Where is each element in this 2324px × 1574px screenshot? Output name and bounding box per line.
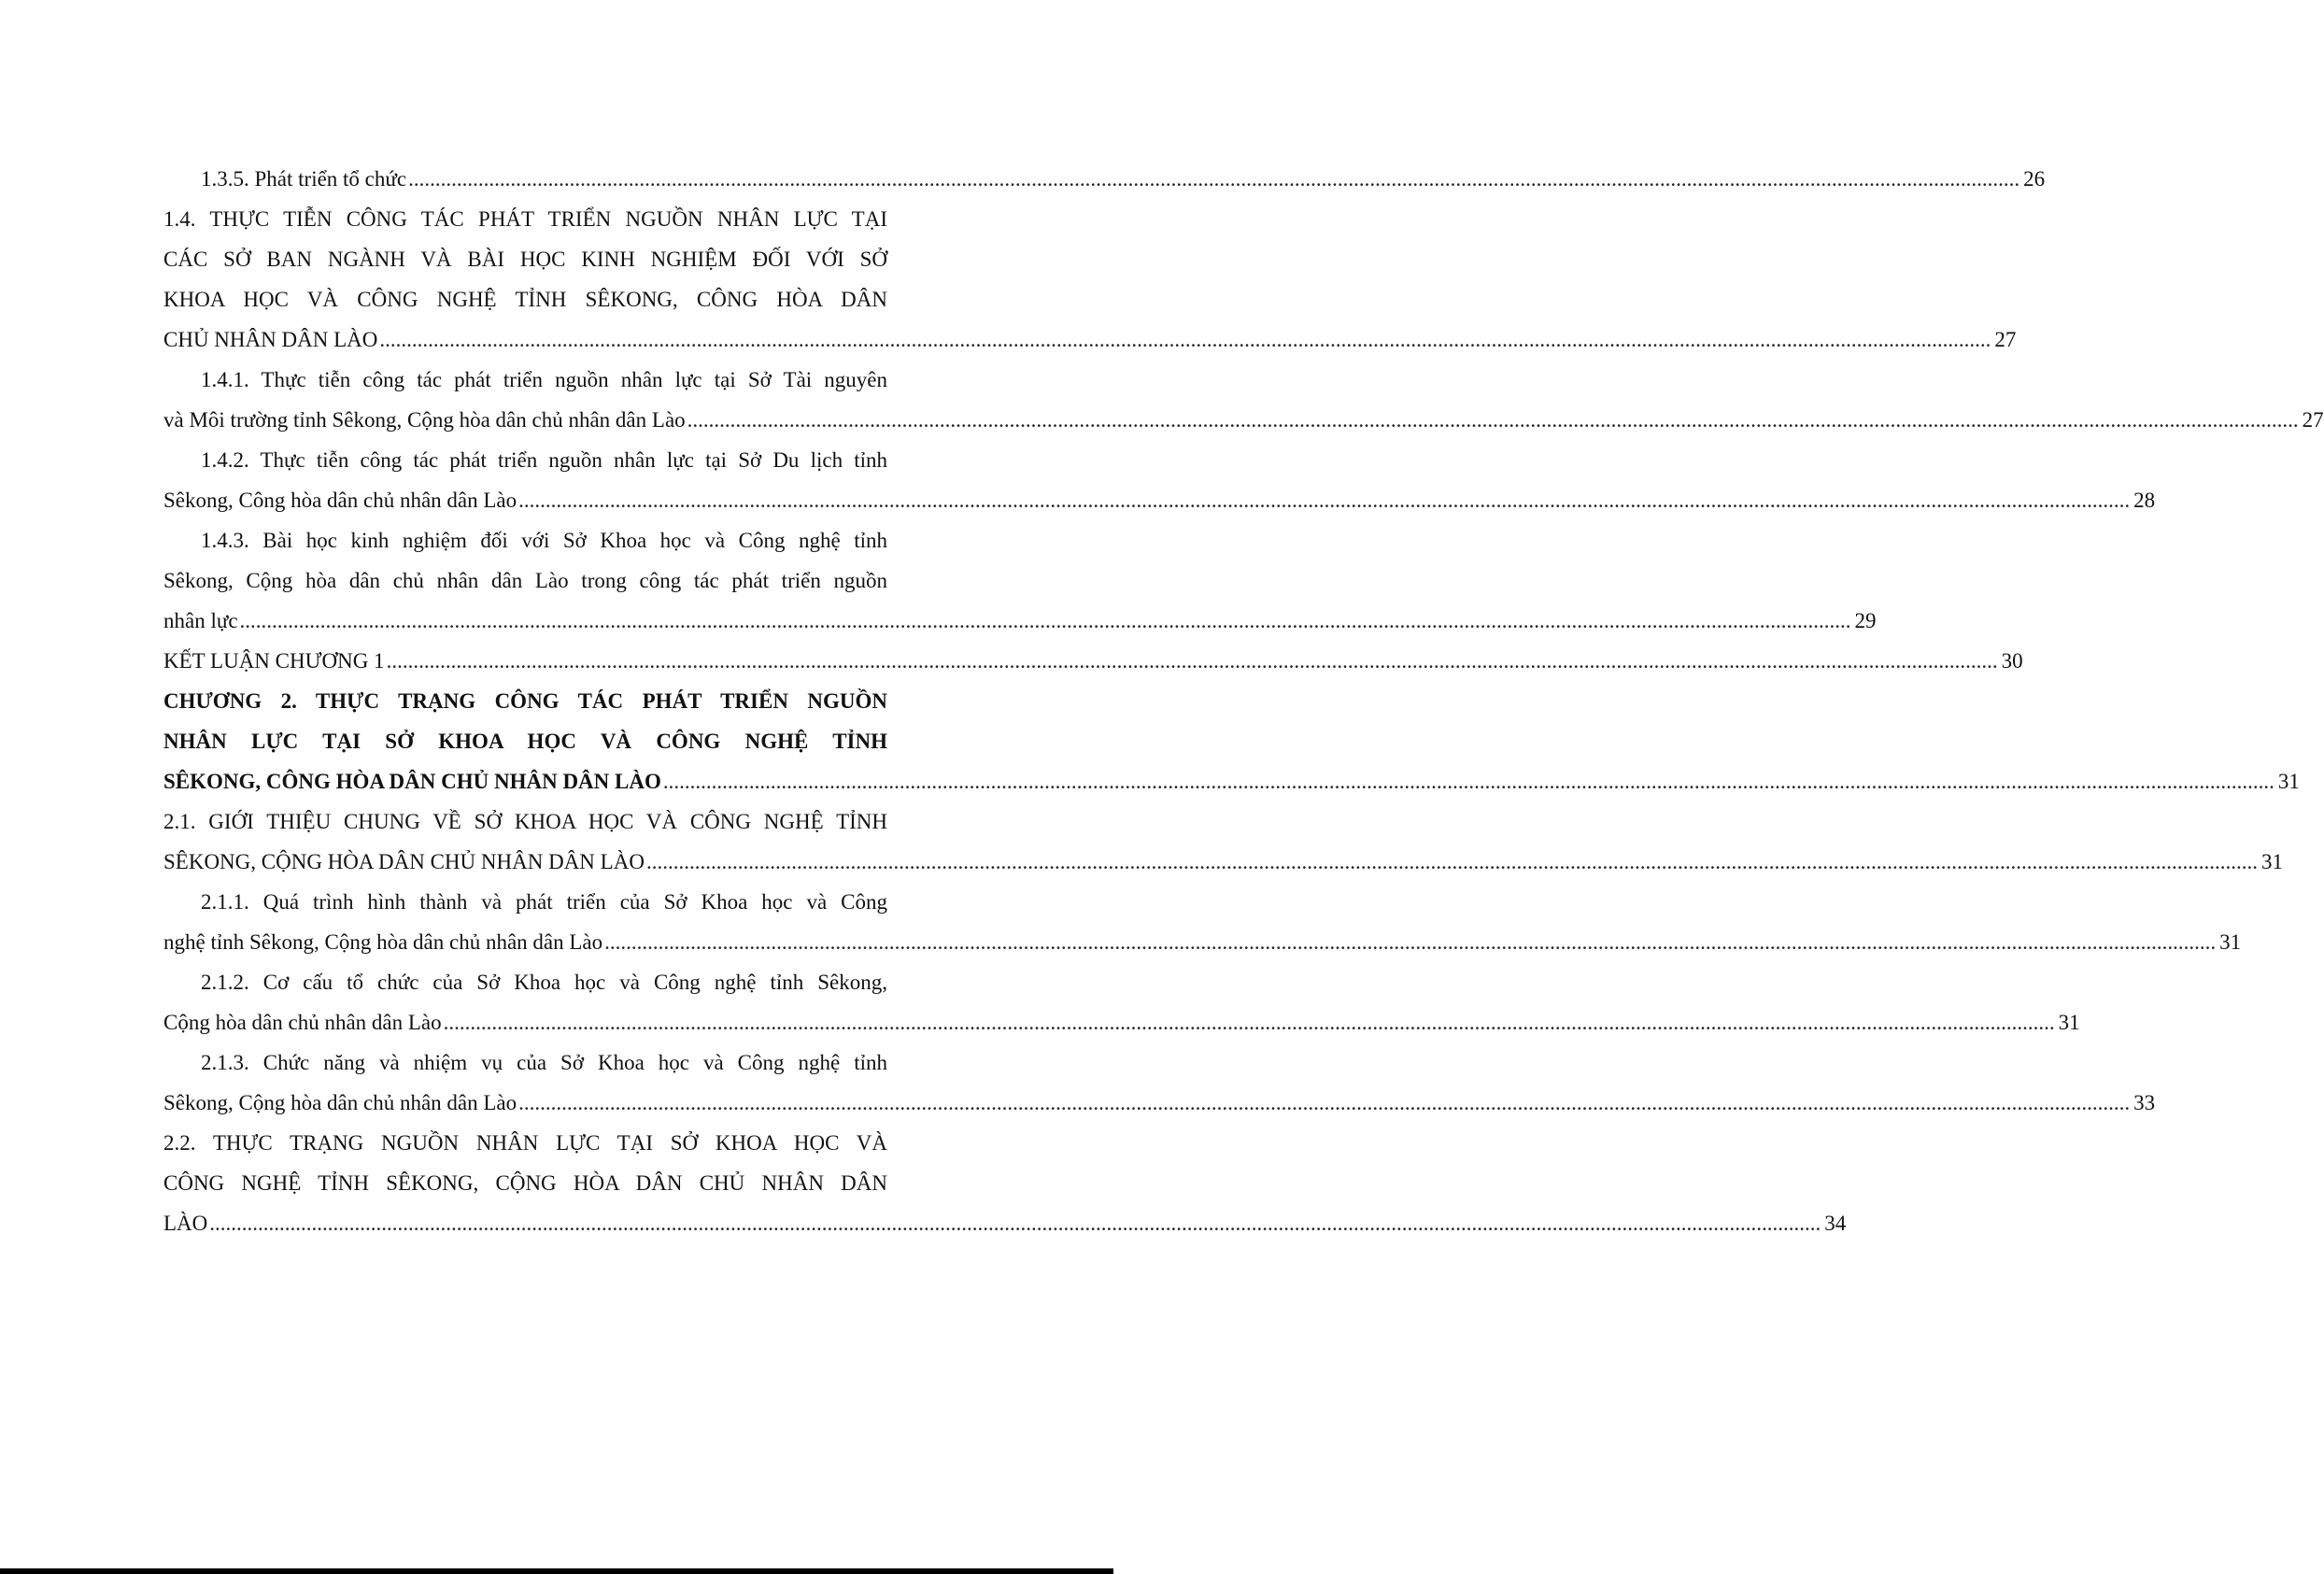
toc-entry-title-line: Sêkong, Công hòa dân chủ nhân dân Lào <box>163 489 517 512</box>
toc-entry-title: 1.3.5. Phát triển tổ chức <box>201 167 407 191</box>
toc-entry-2-1-1[interactable] <box>163 882 2242 962</box>
dot-leader: ............................................................................................................................................................................................................................................................................................................ <box>239 609 1851 632</box>
toc-page-number: 33 <box>2133 1091 2156 1114</box>
toc-entry-title-line: KHOA HỌC VÀ CÔNG NGHỆ TỈNH SÊKONG, CÔNG HÒA DÂN <box>163 288 887 311</box>
toc-entry-title-line: CHƯƠNG 2. THỰC TRẠNG CÔNG TÁC PHÁT TRIỂN NGUỒN <box>163 689 887 713</box>
dot-leader: ............................................................................................................................................................................................................................................................................................................ <box>518 1091 2131 1114</box>
toc-entry-title-line: 1.4.1. Thực tiễn công tác phát triển nguồn nhân lực tại Sở Tài nguyên <box>201 368 887 391</box>
toc-entry-title-line: 1.4. THỰC TIỄN CÔNG TÁC PHÁT TRIỂN NGUỒN NHÂN LỰC TẠI <box>163 207 887 231</box>
toc-entry-title-line: 2.1. GIỚI THIỆU CHUNG VỀ SỞ KHOA HỌC VÀ CÔNG NGHỆ TỈNH <box>163 810 887 833</box>
table-of-contents <box>163 159 2324 1243</box>
toc-entry-title-line: NHÂN LỰC TẠI SỞ KHOA HỌC VÀ CÔNG NGHỆ TỈNH <box>163 730 887 753</box>
toc-entry-2-1-3[interactable] <box>163 1042 2156 1123</box>
toc-page-number: 31 <box>2260 850 2283 873</box>
toc-entry-title-line: và Môi trường tỉnh Sêkong, Cộng hòa dân chủ nhân dân Lào <box>163 408 686 432</box>
dot-leader: ............................................................................................................................................................................................................................................................................................................ <box>518 489 2131 512</box>
toc-entry-1-4-3[interactable] <box>163 520 1877 641</box>
toc-entry-2-1[interactable] <box>163 801 2283 882</box>
toc-entry-title: KẾT LUẬN CHƯƠNG 1 <box>163 649 385 673</box>
dot-leader: ............................................................................................................................................................................................................................................................................................................ <box>604 930 2217 954</box>
toc-entry-title-line: SÊKONG, CỘNG HÒA DÂN CHỦ NHÂN DÂN LÀO <box>163 850 645 873</box>
toc-page-number: 29 <box>1854 609 1877 632</box>
toc-entry-title-line: Sêkong, Cộng hòa dân chủ nhân dân Lào <box>163 1091 517 1114</box>
toc-entry-2-1-2[interactable] <box>163 962 2080 1042</box>
dot-leader: ............................................................................................................................................................................................................................................................................................................ <box>443 1011 2055 1034</box>
dot-leader: ............................................................................................................................................................................................................................................................................................................ <box>379 328 1991 351</box>
toc-entry-1-4-1[interactable] <box>163 360 2324 440</box>
toc-entry-title-line: 1.4.3. Bài học kinh nghiệm đối với Sở Khoa học và Công nghệ tỉnh <box>201 529 887 552</box>
toc-entry-1-4[interactable] <box>163 199 2017 360</box>
toc-page-number: 31 <box>2219 930 2242 954</box>
dot-leader: ............................................................................................................................................................................................................................................................................................................ <box>687 408 2299 432</box>
toc-page-number: 30 <box>2001 649 2023 673</box>
toc-entry-title-line: Sêkong, Cộng hòa dân chủ nhân dân Lào trong công tác phát triển nguồn <box>163 569 887 592</box>
toc-entry-title-line: CÁC SỞ BAN NGÀNH VÀ BÀI HỌC KINH NGHIỆM ĐỐI VỚI SỞ <box>163 248 887 271</box>
toc-entry-1-3-5[interactable] <box>163 159 2046 199</box>
toc-entry-1-4-2[interactable] <box>163 440 2156 520</box>
toc-page-number: 34 <box>1824 1212 1847 1235</box>
toc-entry-title-line: 2.1.1. Quá trình hình thành và phát triển của Sở Khoa học và Công <box>201 890 887 914</box>
toc-entry-chuong-2[interactable] <box>163 681 2300 801</box>
page-bottom-border <box>0 1568 1113 1574</box>
toc-entry-title-line: LÀO <box>163 1212 208 1235</box>
toc-entry-title-line: CHỦ NHÂN DÂN LÀO <box>163 328 378 351</box>
toc-entry-title-line: 2.1.3. Chức năng và nhiệm vụ của Sở Khoa học và Công nghệ tỉnh <box>201 1051 887 1074</box>
toc-entry-title-line: 2.1.2. Cơ cấu tổ chức của Sở Khoa học và Công nghệ tỉnh Sêkong, <box>201 971 887 994</box>
toc-entry-title-line: nghệ tỉnh Sêkong, Cộng hòa dân chủ nhân dân Lào <box>163 930 603 954</box>
toc-entry-title-line: SÊKONG, CÔNG HÒA DÂN CHỦ NHÂN DÂN LÀO <box>163 770 661 793</box>
toc-page-number: 28 <box>2133 489 2156 512</box>
dot-leader: ............................................................................................................................................................................................................................................................................................................ <box>408 167 2020 191</box>
toc-entry-ket-luan-chuong-1[interactable] <box>163 641 2023 681</box>
toc-page-number: 27 <box>1994 328 2017 351</box>
toc-entry-title-line: 2.2. THỰC TRẠNG NGUỒN NHÂN LỰC TẠI SỞ KHOA HỌC VÀ <box>163 1131 887 1155</box>
dot-leader: ............................................................................................................................................................................................................................................................................................................ <box>386 649 1998 673</box>
toc-entry-title-line: CÔNG NGHỆ TỈNH SÊKONG, CỘNG HÒA DÂN CHỦ NHÂN DÂN <box>163 1171 887 1195</box>
toc-page-number: 26 <box>2023 167 2046 191</box>
toc-entry-title-line: 1.4.2. Thực tiễn công tác phát triển nguồn nhân lực tại Sở Du lịch tỉnh <box>201 448 887 472</box>
toc-page-number: 31 <box>2277 770 2300 793</box>
dot-leader: ............................................................................................................................................................................................................................................................................................................ <box>209 1212 1821 1235</box>
toc-entry-title-line: nhân lực <box>163 609 238 632</box>
toc-page-number: 27 <box>2302 408 2324 432</box>
dot-leader: ............................................................................................................................................................................................................................................................................................................ <box>662 770 2274 793</box>
toc-page-number: 31 <box>2058 1011 2080 1034</box>
dot-leader: ............................................................................................................................................................................................................................................................................................................ <box>645 850 2258 873</box>
toc-entry-2-2[interactable] <box>163 1123 1847 1243</box>
toc-entry-title-line: Cộng hòa dân chủ nhân dân Lào <box>163 1011 442 1034</box>
